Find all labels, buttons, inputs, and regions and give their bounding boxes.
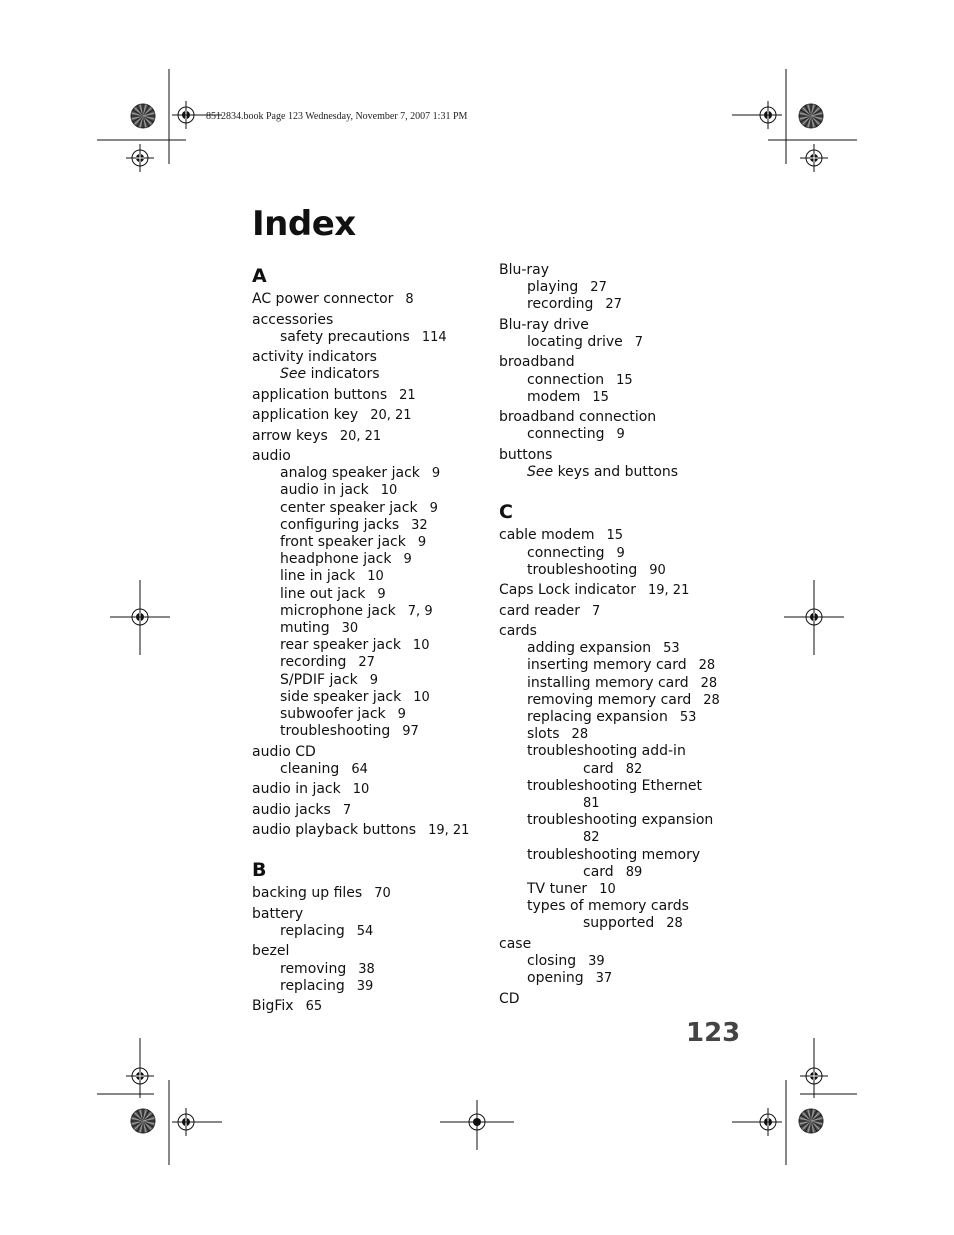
index-subentry <box>499 640 749 657</box>
index-entry <box>252 428 492 445</box>
index-entry-main <box>499 991 749 1008</box>
page-ref: 32 <box>411 517 428 533</box>
index-subentry <box>252 366 492 383</box>
page-ref: 7 <box>634 335 644 350</box>
index-entry-main <box>499 936 749 953</box>
index-term: subwoofer jack <box>280 705 386 722</box>
index-subentry <box>499 692 749 709</box>
section-gap <box>499 481 749 498</box>
see-also-label: See <box>280 366 307 383</box>
index-entry-main <box>252 387 492 404</box>
page-ref: 10 <box>352 782 370 798</box>
index-entry <box>252 906 492 940</box>
index-term: bezel <box>252 943 290 960</box>
index-term: playing <box>527 279 579 296</box>
index-subentry <box>252 654 492 671</box>
index-entry <box>499 317 749 351</box>
index-entry <box>252 349 492 383</box>
page-ref: 19, 21 <box>428 822 470 838</box>
index-term: rear speaker jack <box>280 637 401 654</box>
index-subentry <box>499 464 749 481</box>
page-ref: 97 <box>402 724 419 740</box>
index-entry <box>499 262 749 314</box>
index-subentry <box>252 586 492 603</box>
header-slug: 8512834.book Page 123 Wednesday, November 7, 2007 1:31 PM <box>206 111 468 122</box>
color-bar-target <box>131 1109 155 1133</box>
page-ref: 81 <box>583 795 600 811</box>
index-subentry <box>499 778 749 795</box>
index-entry-main <box>252 998 492 1015</box>
index-subentry <box>499 545 749 562</box>
index-subentry <box>252 923 492 940</box>
index-subentry <box>252 603 492 620</box>
registration-mark <box>126 144 154 172</box>
index-term: audio in jack <box>280 482 369 499</box>
index-entry <box>252 781 492 798</box>
index-term: accessories <box>252 311 334 328</box>
page-ref: 9 <box>616 545 625 561</box>
index-entry <box>252 448 492 740</box>
index-term: slots <box>527 726 560 743</box>
index-entry <box>499 991 749 1008</box>
index-term: closing <box>527 953 577 969</box>
page-ref: 65 <box>305 999 323 1015</box>
index-subentry <box>252 329 492 346</box>
index-subentry <box>252 978 492 995</box>
page-ref: 54 <box>356 923 374 939</box>
index-entry-main <box>499 623 749 640</box>
index-term: types of memory cards <box>527 898 689 915</box>
index-entry <box>499 447 749 481</box>
index-term: troubleshooting Ethernet <box>527 777 702 794</box>
index-term: card reader <box>499 602 581 619</box>
index-term: cleaning <box>280 760 340 777</box>
color-bar-target <box>799 1109 823 1133</box>
page-ref: 27 <box>590 280 607 296</box>
index-term: audio jacks <box>252 801 331 818</box>
page-ref: 38 <box>358 961 375 977</box>
color-bar-target <box>131 104 155 128</box>
index-entry-main <box>252 781 492 798</box>
index-subentry <box>499 881 749 898</box>
index-term: Blu-ray drive <box>499 316 589 333</box>
index-subentry <box>499 812 749 829</box>
index-subentry <box>499 389 749 406</box>
index-term: microphone jack <box>280 602 396 619</box>
index-term: recording <box>280 654 347 671</box>
index-entry-main <box>499 262 749 279</box>
index-term-continued: card <box>583 760 614 777</box>
index-entry-main <box>252 407 492 424</box>
index-subentry <box>499 726 749 743</box>
page-ref: 27 <box>605 297 622 313</box>
section-letter: C <box>499 501 513 524</box>
index-term: broadband <box>499 354 575 371</box>
index-entry-main <box>252 312 492 329</box>
index-section <box>252 264 492 839</box>
index-term: battery <box>252 905 304 922</box>
page-ref: 21 <box>399 387 416 403</box>
index-term: activity indicators <box>252 349 377 366</box>
page-ref: 9 <box>369 672 379 688</box>
section-gap <box>252 839 492 856</box>
page-ref: 9 <box>616 427 625 443</box>
index-entry-main <box>499 317 749 334</box>
index-entry <box>499 582 749 599</box>
index-entry <box>252 802 492 819</box>
index-subentry <box>499 970 749 987</box>
index-term: recording <box>527 296 594 313</box>
page-ref: 10 <box>380 483 398 499</box>
page-ref: 10 <box>599 882 616 897</box>
index-term: side speaker jack <box>280 688 402 705</box>
index-term: broadband connection <box>499 409 657 426</box>
registration-mark <box>126 1062 154 1090</box>
page-ref: 30 <box>341 620 359 636</box>
page-ref: 15 <box>606 528 624 544</box>
index-entry-main <box>499 527 749 544</box>
index-entry-main <box>499 447 749 464</box>
index-term: audio in jack <box>252 781 341 798</box>
index-subentry <box>252 706 492 723</box>
index-term: buttons <box>499 446 553 463</box>
index-subentry <box>499 372 749 389</box>
index-subentry <box>499 898 749 915</box>
index-section <box>252 839 492 1015</box>
index-subentry-continuation <box>499 915 749 932</box>
page-ref: 28 <box>703 692 720 708</box>
registration-mark <box>800 1062 828 1090</box>
index-subentry <box>499 657 749 674</box>
index-subentry <box>252 761 492 778</box>
index-term: audio playback buttons <box>252 821 417 838</box>
index-entry-main <box>252 943 492 960</box>
index-subentry <box>499 334 749 351</box>
page-ref: 9 <box>431 466 441 482</box>
index-subentry <box>499 709 749 726</box>
index-subentry-continuation <box>499 795 749 812</box>
page-ref: 9 <box>417 534 427 550</box>
index-entry <box>252 387 492 404</box>
index-term-continued: supported <box>583 915 655 932</box>
index-subentry <box>499 296 749 313</box>
index-term: center speaker jack <box>280 499 418 516</box>
index-term: muting <box>280 619 330 636</box>
page-ref: 53 <box>663 641 680 657</box>
index-subentry <box>252 482 492 499</box>
index-entry-main <box>252 802 492 819</box>
index-term: Caps Lock indicator <box>499 582 636 599</box>
index-term: TV tuner <box>527 881 588 897</box>
index-term: locating drive <box>527 334 623 350</box>
index-entry-main <box>252 822 492 839</box>
index-term: replacing expansion <box>527 708 668 725</box>
index-entry-main <box>252 906 492 923</box>
index-subentry <box>252 465 492 482</box>
page-ref: 28 <box>666 916 683 932</box>
index-term: troubleshooting memory <box>527 846 701 863</box>
index-entry-main <box>499 582 749 599</box>
index-entry-main <box>499 354 749 371</box>
index-entry <box>499 354 749 406</box>
index-term: installing memory card <box>527 674 689 691</box>
index-term: CD <box>499 990 520 1007</box>
index-subentry-continuation <box>499 761 749 778</box>
index-section <box>499 262 749 481</box>
index-term: backing up files <box>252 885 363 902</box>
page-ref: 20, 21 <box>339 428 382 444</box>
index-subentry-continuation <box>499 864 749 881</box>
index-entry <box>499 936 749 988</box>
index-entry-main <box>252 349 492 366</box>
page-ref: 15 <box>616 372 633 388</box>
index-term: opening <box>527 970 584 987</box>
page-ref: 28 <box>700 675 718 691</box>
page-number: 123 <box>686 1018 741 1048</box>
index-subentry <box>252 620 492 637</box>
index-term: removing memory card <box>527 691 692 708</box>
index-term-continued: card <box>583 863 614 880</box>
index-subentry <box>252 672 492 689</box>
index-term: troubleshooting expansion <box>527 812 714 829</box>
index-term: application key <box>252 407 359 424</box>
index-subentry <box>499 743 749 760</box>
index-term: adding expansion <box>527 640 652 657</box>
index-subentry <box>252 723 492 740</box>
page-ref: 90 <box>649 562 666 578</box>
index-section <box>499 481 749 1008</box>
page-ref: 10 <box>412 638 430 654</box>
index-subentry <box>252 551 492 568</box>
index-term: BigFix <box>252 998 294 1015</box>
page-ref: 9 <box>397 706 406 722</box>
index-term: removing <box>280 960 347 977</box>
index-term: line out jack <box>280 585 366 602</box>
index-entry <box>252 744 492 778</box>
index-term: case <box>499 935 532 952</box>
index-subentry <box>499 675 749 692</box>
index-term: analog speaker jack <box>280 465 420 482</box>
page-ref: 7 <box>592 603 601 619</box>
index-entry <box>252 312 492 346</box>
index-entry-main <box>252 448 492 465</box>
page-ref: 39 <box>588 954 605 969</box>
index-entry-main <box>252 744 492 761</box>
index-column-left <box>252 262 492 1015</box>
page-ref: 7 <box>342 802 352 818</box>
index-subentry <box>252 534 492 551</box>
page-ref: 28 <box>698 658 716 674</box>
index-entry-main <box>252 428 492 445</box>
page-ref: 89 <box>625 864 643 880</box>
index-entry-main <box>252 291 492 308</box>
section-letter: A <box>252 265 267 287</box>
index-term: inserting memory card <box>527 657 687 674</box>
index-subentry-continuation <box>499 829 749 846</box>
index-entry <box>252 291 492 308</box>
index-term: connection <box>527 371 605 388</box>
page-ref: 27 <box>358 655 375 671</box>
page-ref: 70 <box>374 886 391 902</box>
index-entry <box>252 822 492 839</box>
page-ref: 39 <box>356 978 374 994</box>
index-subentry <box>252 517 492 534</box>
index-term: keys and buttons <box>557 463 679 480</box>
index-entry <box>499 527 749 579</box>
index-entry <box>499 409 749 443</box>
index-entry-main <box>499 409 749 426</box>
index-term: audio CD <box>252 743 316 760</box>
index-entry-main <box>252 885 492 902</box>
page-ref: 37 <box>595 971 613 987</box>
index-term: indicators <box>310 366 380 383</box>
index-term: configuring jacks <box>280 516 400 533</box>
index-entry <box>252 943 492 995</box>
page-ref: 8 <box>405 292 414 308</box>
index-term: replacing <box>280 922 345 939</box>
index-term: S/PDIF jack <box>280 671 358 688</box>
page-ref: 9 <box>403 552 412 568</box>
index-term: connecting <box>527 544 605 561</box>
index-term: safety precautions <box>280 328 410 345</box>
index-subentry <box>499 953 749 970</box>
index-term: Blu-ray <box>499 262 550 278</box>
index-term: application buttons <box>252 386 388 403</box>
index-term: troubleshooting <box>280 723 391 740</box>
index-term: audio <box>252 447 291 464</box>
index-entry <box>499 603 749 620</box>
page-ref: 15 <box>592 389 609 405</box>
index-term: replacing <box>280 977 345 994</box>
index-subentry <box>499 562 749 579</box>
index-subentry <box>499 847 749 864</box>
page-ref: 82 <box>583 830 600 846</box>
index-term: arrow keys <box>252 427 328 444</box>
index-term: troubleshooting add-in <box>527 743 686 760</box>
index-subentry <box>252 637 492 654</box>
see-also-label: See <box>527 463 554 480</box>
index-subentry <box>252 961 492 978</box>
page-ref: 9 <box>429 500 438 516</box>
index-subentry <box>252 500 492 517</box>
index-term: troubleshooting <box>527 561 638 578</box>
page-ref: 10 <box>413 689 430 705</box>
color-bar-target <box>799 104 823 128</box>
index-term: modem <box>527 388 581 405</box>
index-subentry <box>252 568 492 585</box>
page-ref: 28 <box>571 727 589 743</box>
page-ref: 20, 21 <box>370 408 412 424</box>
page-ref: 10 <box>367 569 384 585</box>
page-ref: 53 <box>679 709 697 725</box>
index-term: cards <box>499 622 537 639</box>
index-column-right <box>499 262 749 1008</box>
page-ref: 114 <box>421 329 447 345</box>
page-ref: 7, 9 <box>407 603 433 619</box>
index-subentry <box>499 426 749 443</box>
index-entry <box>252 407 492 424</box>
index-subentry <box>499 279 749 296</box>
index-term: connecting <box>527 426 605 443</box>
page-ref: 19, 21 <box>648 583 690 599</box>
index-entry <box>252 885 492 902</box>
section-letter: B <box>252 859 267 882</box>
index-term: front speaker jack <box>280 533 406 550</box>
index-term: headphone jack <box>280 551 392 568</box>
index-subentry <box>252 689 492 706</box>
index-entry <box>252 998 492 1015</box>
index-entry <box>499 623 749 933</box>
index-entry-main <box>499 603 749 620</box>
page-ref: 82 <box>625 761 643 777</box>
index-term: AC power connector <box>252 291 394 308</box>
page-ref: 9 <box>377 586 386 602</box>
page-ref: 64 <box>351 761 368 777</box>
registration-mark <box>800 144 828 172</box>
page-title: Index <box>252 204 356 244</box>
index-term: cable modem <box>499 527 595 544</box>
index-term: line in jack <box>280 568 356 585</box>
